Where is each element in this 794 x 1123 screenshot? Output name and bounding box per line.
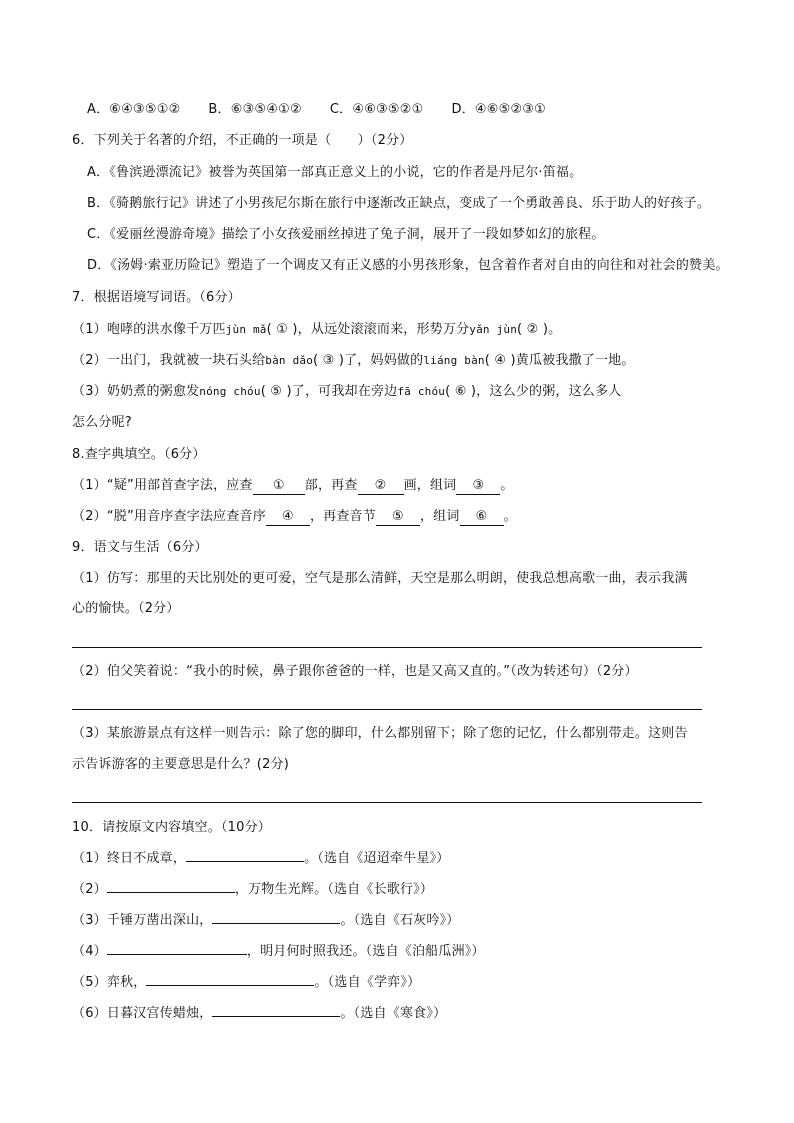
- q7-line-4: 怎么分呢?: [72, 415, 132, 430]
- q9-part-1-line-2: 心的愉快。（2分）: [72, 601, 180, 616]
- q10-blank-5[interactable]: [146, 985, 314, 986]
- q10-blank-6[interactable]: [212, 1016, 340, 1017]
- q10-text: 。（选自《石灰吟》）: [340, 913, 460, 928]
- q10-text: （3）千锤万凿出深山，: [72, 913, 213, 928]
- q8-blank-5[interactable]: ⑤: [376, 509, 420, 526]
- q10-text: 。（选自《寒食》）: [340, 1006, 447, 1021]
- q10-line-1: [72, 849, 449, 869]
- q7-text: ( ② )。: [517, 322, 562, 337]
- q7-text: （2）一出门，我就被一块石头给: [72, 353, 266, 368]
- q8-text: ，再查音节: [309, 509, 376, 524]
- q6-stem: 6．下列关于名著的介绍，不正确的一项是（ ）（2分）: [72, 133, 413, 148]
- q7-text: （1）咆哮的洪水像千万匹: [72, 322, 226, 337]
- q10-text: （2）: [72, 882, 107, 897]
- q7-line-1: [72, 320, 561, 340]
- q8-line-2: [72, 507, 517, 527]
- q9-part-3-line-1: （3）某旅游景点有这样一则告示：除了您的脚印，什么都别留下；除了您的记忆，什么都别带走。这则告: [72, 726, 688, 741]
- q9-part-1-line-1: （1）仿写：那里的天比别处的更可爱，空气是那么清鲜，天空是那么明朗，使我总想高歌一曲，表示我满: [72, 571, 688, 586]
- q6-option-c: C．《爱丽丝漫游奇境》描绘了小女孩爱丽丝掉进了兔子洞，展开了一段如梦如幻的旅程。: [87, 227, 605, 242]
- q8-text: ，组词: [419, 509, 460, 524]
- q6-option-a: A．《鲁滨逊漂流记》被誉为英国第一部真正意义上的小说，它的作者是丹尼尔·笛福。: [87, 165, 583, 180]
- q8-blank-3[interactable]: ③: [456, 478, 500, 495]
- q9-stem: 9．语文与生活（6分）: [72, 540, 208, 555]
- q5-options: [87, 100, 546, 120]
- answer-line[interactable]: [72, 802, 702, 803]
- q6-option-d: D．《汤姆·索亚历险记》塑造了一个调皮又有正义感的小男孩形象，包含着作者对自由的向往和对社会的赞美。: [87, 258, 729, 273]
- q10-blank-4[interactable]: [107, 954, 247, 955]
- pinyin: nóng chóu: [199, 385, 261, 398]
- pinyin: bàn dǎo: [265, 354, 314, 367]
- q8-text: （2）“脱”用音序查字法应查音序: [72, 509, 266, 524]
- q10-line-3: [72, 911, 460, 931]
- q9-part-2: （2）伯父笑着说：“我小的时候，鼻子跟你爸爸的一样，也是又高又直的。”（改为转述句）（2分）: [72, 664, 638, 679]
- q7-text: ( ③ )了，妈妈做的: [313, 353, 424, 368]
- pinyin: jùn mǎ: [225, 323, 267, 336]
- q10-line-6: [72, 1004, 446, 1024]
- q5-option-c: C．④⑥③⑤②①: [329, 102, 424, 117]
- q10-line-4: [72, 942, 485, 962]
- q10-blank-3[interactable]: [212, 923, 340, 924]
- q10-text: （1）终日不成章，: [72, 851, 187, 866]
- q7-text: ( ⑤ )了，可我却在旁边: [260, 384, 398, 399]
- pinyin: fā chóu: [397, 385, 446, 398]
- q7-text: ( ④ )黄瓜被我撒了一地。: [484, 353, 635, 368]
- q8-blank-2[interactable]: ②: [358, 478, 404, 495]
- q7-text: ( ① )，从远处滚滚而来，形势万分: [266, 322, 470, 337]
- q8-text: 画，组词: [403, 478, 457, 493]
- q7-text: ( ⑥ )，这么少的粥，这么多人: [445, 384, 622, 399]
- q10-text: ，万物生光辉。（选自《长歌行》）: [234, 882, 434, 897]
- q10-text: （4）: [72, 944, 107, 959]
- q7-stem: 7．根据语境写词语。（6分）: [72, 290, 241, 305]
- q10-text: 。（选自《迢迢牵牛星》）: [304, 851, 450, 866]
- q5-option-b: B．⑥③⑤④①②: [208, 102, 302, 117]
- q7-text: （3）奶奶煮的粥愈发: [72, 384, 200, 399]
- q10-text: （5）弈秋，: [72, 975, 147, 990]
- q5-option-a: A．⑥④③⑤①②: [87, 102, 181, 117]
- answer-line[interactable]: [72, 647, 702, 648]
- pinyin: yǎn jùn: [469, 323, 518, 336]
- q6-option-b: B．《骑鹅旅行记》讲述了小男孩尼尔斯在旅行中逐渐改正缺点，变成了一个勇敢善良、乐于助人的好孩子。: [87, 196, 711, 211]
- q8-text: 部，再查: [304, 478, 358, 493]
- q10-line-2: [72, 880, 433, 900]
- q10-text: （6）日暮汉宫传蜡烛，: [72, 1006, 213, 1021]
- q7-line-3: [72, 382, 621, 402]
- q8-line-1: [72, 476, 514, 496]
- pinyin: liáng bàn: [423, 354, 485, 367]
- q8-stem: 8.查字典填空。（6分）: [72, 447, 206, 462]
- q8-blank-6[interactable]: ⑥: [460, 509, 504, 526]
- q7-line-2: [72, 351, 635, 371]
- answer-line[interactable]: [72, 709, 702, 710]
- q10-stem: 10．请按原文内容填空。（10分）: [72, 820, 271, 835]
- q10-line-5: [72, 973, 420, 993]
- q8-blank-4[interactable]: ④: [266, 509, 310, 526]
- q10-text: 。（选自《学弈》）: [314, 975, 421, 990]
- q8-text: （1）“疑”用部首查字法，应查: [72, 478, 253, 493]
- q9-part-3-line-2: 示告诉游客的主要意思是什么？(2分): [72, 757, 290, 772]
- q10-blank-1[interactable]: [186, 861, 304, 862]
- q8-blank-1[interactable]: ①: [253, 478, 305, 495]
- q10-text: ，明月何时照我还。（选自《泊船瓜洲》）: [246, 944, 485, 959]
- q5-option-d: D．④⑥⑤②③①: [451, 102, 547, 117]
- q8-text: 。: [500, 478, 514, 493]
- q10-blank-2[interactable]: [107, 892, 235, 893]
- q8-text: 。: [503, 509, 517, 524]
